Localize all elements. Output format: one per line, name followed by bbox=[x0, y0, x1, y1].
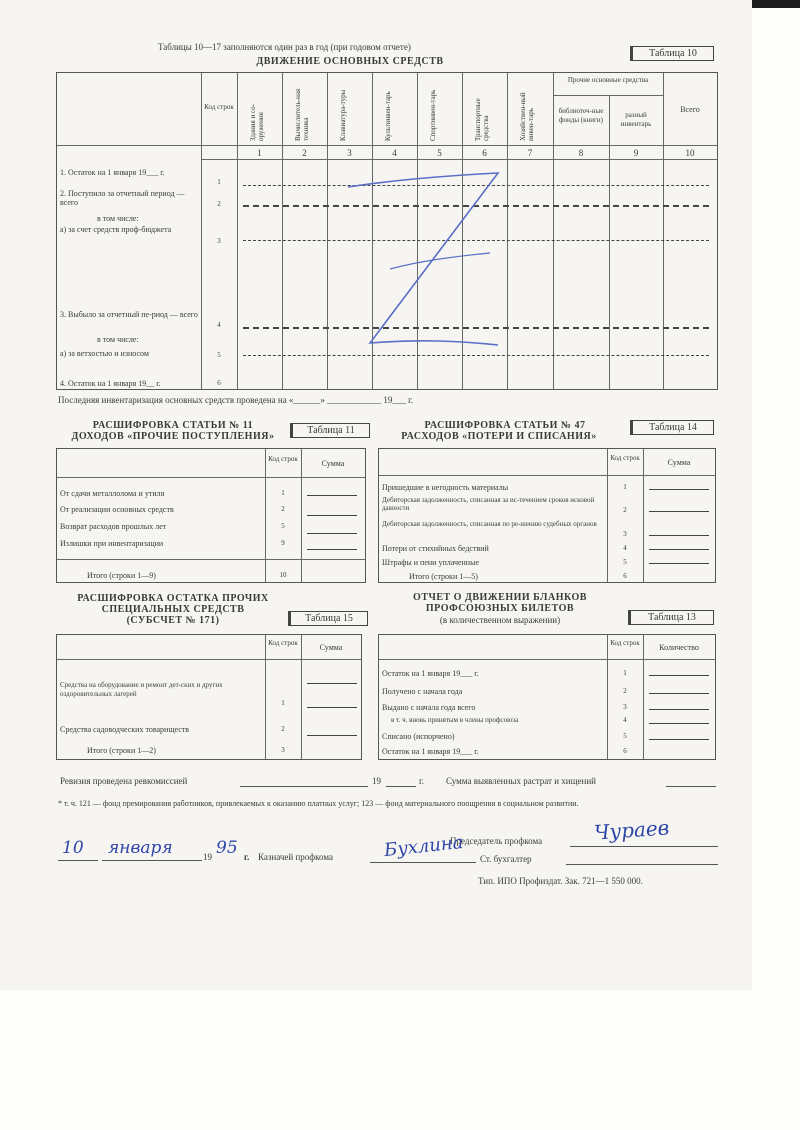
table14-title2: РАСХОДОВ «ПОТЕРИ И СПИСАНИЯ» bbox=[401, 431, 597, 442]
table15-title1: РАСШИФРОВКА ОСТАТКА ПРОЧИХ bbox=[77, 593, 269, 604]
table10-row-label: 4. Остаток на 1 января 19__ г. bbox=[60, 379, 161, 388]
table10-row-label: в том числе: bbox=[97, 335, 139, 344]
year-prefix: 19 bbox=[203, 852, 212, 862]
revision-year: 19 bbox=[372, 776, 381, 786]
table14-row-code: 4 bbox=[623, 544, 627, 552]
table13-col-code: Код строк bbox=[610, 639, 640, 647]
shortage-label: Сумма выявленных растрат и хищений bbox=[446, 776, 596, 786]
table15-row-code: 2 bbox=[281, 725, 285, 733]
table13-row-code: 2 bbox=[623, 687, 627, 695]
table13-row-code: 4 bbox=[623, 716, 627, 724]
table14-title1: РАСШИФРОВКА СТАТЬИ № 47 bbox=[424, 420, 586, 431]
table15 bbox=[56, 634, 362, 760]
table10-row-label: а) за ветхостью и износом bbox=[60, 349, 149, 358]
table15-col-code: Код строк bbox=[268, 639, 298, 647]
table10-row-code: 1 bbox=[217, 178, 221, 186]
table10-col-total: Всего bbox=[680, 105, 700, 114]
col-number: 3 bbox=[347, 148, 352, 158]
treasurer-signature: Бухлина bbox=[383, 831, 465, 862]
table14-row-label: Штрафы и пени уплаченные bbox=[382, 558, 480, 567]
footnote: * т. ч. 121 — фонд премирования работников, привлекаемых к оказанию платных услуг; 123 — фонд материального поощрения в социальном развитии. bbox=[58, 799, 579, 808]
table10-col-2: Вычислитель-ная техника bbox=[294, 88, 310, 141]
handwritten-z-mark bbox=[340, 165, 510, 355]
table11-row-code: 9 bbox=[281, 539, 285, 547]
table11-row-code: 1 bbox=[281, 489, 285, 497]
col-number: 8 bbox=[578, 148, 584, 158]
table13-row-code: 1 bbox=[623, 669, 627, 677]
table13-row-label: в т. ч. вновь принятым в члены профсоюза bbox=[391, 716, 519, 724]
table10-col-other-group: Прочие основные средства bbox=[567, 76, 649, 84]
table14-total-label: Итого (строки 1—5) bbox=[409, 572, 478, 581]
handwritten-month: января bbox=[108, 838, 173, 858]
table10-col-7: Хозяйствен-ный инвен-тарь bbox=[519, 92, 535, 141]
table13-row-code: 6 bbox=[623, 747, 627, 755]
table11 bbox=[56, 448, 366, 583]
inventory-line: Последняя инвентаризация основных средств проведена на «______» ____________ 19___ г. bbox=[58, 395, 414, 405]
table10-row-code: 5 bbox=[217, 351, 221, 359]
table14-row-label: Потери от стихийных бедствий bbox=[382, 544, 489, 553]
table14-tag: Таблица 14 bbox=[630, 420, 714, 435]
table11-total-label: Итого (строки 1—9) bbox=[87, 571, 156, 580]
table15-row-code: 1 bbox=[281, 699, 285, 707]
chair-signature: Чураев bbox=[593, 815, 671, 845]
table10-col-6: Транспортные средства bbox=[474, 98, 490, 141]
table13-row-code: 5 bbox=[623, 732, 627, 740]
top-note: Таблицы 10—17 заполняются один раз в год (при годовом отчете) bbox=[158, 42, 411, 52]
table10-row-label: а) за счет средств проф-бюджета bbox=[60, 225, 172, 234]
table10-row-code: 6 bbox=[217, 379, 221, 387]
table11-col-sum: Сумма bbox=[321, 459, 345, 468]
col-number: 1 bbox=[257, 148, 262, 158]
table11-row-label: От сдачи металлолома и утиля bbox=[60, 489, 165, 498]
table15-title3: (СУБСЧЕТ № 171) bbox=[126, 615, 220, 626]
col-number: 4 bbox=[392, 148, 397, 158]
table11-row-label: От реализации основных средств bbox=[60, 505, 174, 514]
table14-total-code: 6 bbox=[623, 572, 627, 580]
year-suffix: г. bbox=[244, 852, 250, 862]
table10-row-code: 2 bbox=[217, 200, 221, 208]
revision-g: г. bbox=[419, 776, 424, 786]
table11-row-label: Возврат расходов прошлых лет bbox=[60, 522, 167, 531]
table13 bbox=[378, 634, 716, 760]
col-number: 10 bbox=[685, 148, 695, 158]
printer-info: Тип. ИПО Профиздат. Зак. 721—1 550 000. bbox=[478, 876, 643, 886]
table13-col-qty: Количество bbox=[659, 643, 699, 652]
handwritten-year: 95 bbox=[216, 838, 238, 858]
table13-row-code: 3 bbox=[623, 703, 627, 711]
table14-row-code: 5 bbox=[623, 558, 627, 566]
table15-title2: СПЕЦИАЛЬНЫХ СРЕДСТВ bbox=[101, 604, 245, 615]
table10-row-code: 4 bbox=[217, 321, 221, 329]
table10-row-label: 2. Поступило за отчетный период — всего bbox=[60, 189, 185, 207]
table13-row-label: Выдано с начала года всего bbox=[382, 703, 476, 712]
table10-col-1: Здания и со-оружения bbox=[249, 104, 265, 141]
table13-title2: ПРОФСОЮЗНЫХ БИЛЕТОВ bbox=[425, 603, 575, 614]
accountant-label: Ст. бухгалтер bbox=[480, 854, 532, 864]
revision-label: Ревизия проведена ревкомиссией bbox=[60, 776, 188, 786]
table13-row-label: Остаток на 1 января 19___ г. bbox=[382, 669, 479, 678]
table11-row-code: 5 bbox=[281, 522, 285, 530]
col-number: 7 bbox=[527, 148, 533, 158]
table11-title1: РАСШИФРОВКА СТАТЬИ № 11 bbox=[92, 420, 254, 431]
table11-total-code: 10 bbox=[279, 571, 287, 579]
table15-total-label: Итого (строки 1—2) bbox=[87, 746, 156, 755]
table14-row-label: Пришедшие в негодность материалы bbox=[382, 483, 509, 492]
table14-row-code: 3 bbox=[623, 530, 627, 538]
table11-row-code: 2 bbox=[281, 505, 285, 513]
table11-title2: ДОХОДОВ «ПРОЧИЕ ПОСТУПЛЕНИЯ» bbox=[71, 431, 275, 442]
table10-tag: Таблица 10 bbox=[630, 46, 714, 61]
table14-row-label: Дебиторская задолженность, списанная по ре-шению судебных органов bbox=[382, 520, 597, 528]
handwritten-day: 10 bbox=[62, 838, 84, 858]
table10-col-3: Клавиатура-туры bbox=[339, 89, 347, 141]
table10-col-4: Культинвен-тарь bbox=[384, 91, 392, 141]
col-number: 5 bbox=[437, 148, 442, 158]
table14-row-code: 1 bbox=[623, 483, 627, 491]
table14 bbox=[378, 448, 716, 583]
table13-row-label: Списано (испорчено) bbox=[382, 732, 455, 741]
table10-row-label: 1. Остаток на 1 января 19___ г. bbox=[60, 168, 165, 177]
table10-col-8: библиотеч-ные фонды (книги) bbox=[558, 107, 604, 124]
table13-title3: (в количественном выражении) bbox=[439, 615, 561, 625]
col-number: 2 bbox=[302, 148, 307, 158]
table15-col-sum: Сумма bbox=[319, 643, 343, 652]
table14-col-sum: Сумма bbox=[667, 458, 691, 467]
table10-row-label: в том числе: bbox=[97, 214, 139, 223]
table10-col-5: Спортинвен-тарь bbox=[429, 89, 437, 141]
table10-title: ДВИЖЕНИЕ ОСНОВНЫХ СРЕДСТВ bbox=[256, 56, 444, 67]
table15-total-code: 3 bbox=[281, 746, 285, 754]
table15-tag: Таблица 15 bbox=[288, 611, 368, 626]
table11-col-code: Код строк bbox=[268, 455, 298, 463]
col-number: 9 bbox=[633, 148, 639, 158]
table15-row-label: Средства садоводческих товариществ bbox=[60, 725, 190, 734]
table10-row-label: 3. Выбыло за отчетный пе-риод — всего bbox=[60, 310, 198, 319]
table13-row-label: Получено с начала года bbox=[382, 687, 463, 696]
table11-tag: Таблица 11 bbox=[290, 423, 370, 438]
table10-col-9: разный инвентарь bbox=[620, 111, 652, 128]
table11-row-label: Излишки при инвентаризации bbox=[60, 539, 164, 548]
chair-label: Председатель профкома bbox=[450, 836, 543, 846]
table13-row-label: Остаток на 1 января 19___ г. bbox=[382, 747, 479, 756]
table14-col-code: Код строк bbox=[610, 454, 640, 462]
table15-row-label: Средства на оборудование и ремонт дет-ских и других оздоровительных лагерей bbox=[60, 681, 223, 698]
col-number: 6 bbox=[482, 148, 487, 158]
table14-row-code: 2 bbox=[623, 506, 627, 514]
treasurer-label: Казначей профкома bbox=[258, 852, 333, 862]
table13-title1: ОТЧЕТ О ДВИЖЕНИИ БЛАНКОВ bbox=[413, 592, 587, 603]
table10-row-code: 3 bbox=[217, 237, 221, 245]
table10-col-code: Код строк bbox=[204, 103, 234, 111]
table14-row-label: Дебиторская задолженность, списанная за ис-течением сроков исковой давности bbox=[382, 496, 595, 512]
table13-tag: Таблица 13 bbox=[628, 610, 714, 625]
